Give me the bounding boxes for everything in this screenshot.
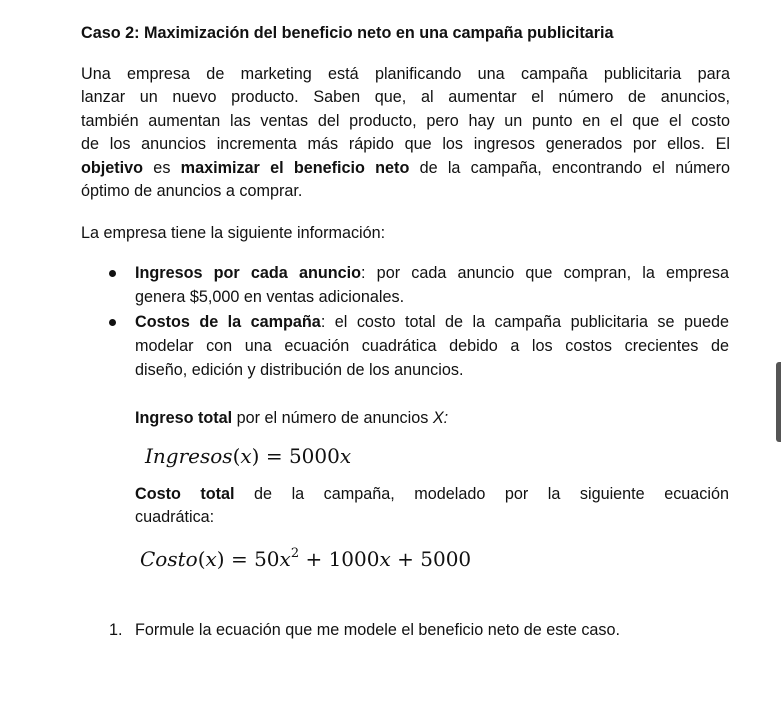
ingreso-total-bold: Ingreso total: [135, 409, 233, 427]
intro-line: de los anuncios incrementa más rápido que los ingresos generados por ellos. El: [81, 135, 730, 154]
eq-fn-name: Ingresos: [145, 444, 233, 468]
bullet-text: : el costo total de la campaña publicitaria se puede: [320, 313, 729, 331]
eq-coef: 5000: [288, 444, 340, 468]
eq-paren: ): [251, 444, 260, 468]
intro-line: Una empresa de marketing está planificando una campaña publicitaria para: [81, 65, 730, 83]
bullet-label: Costos de la campaña: [135, 313, 321, 331]
intro-text: de la campaña, encontrando el número: [409, 158, 731, 177]
bullet-text: modelar con una ecuación cuadrática debido a los costos crecientes de: [135, 337, 729, 355]
scrollbar-handle[interactable]: [776, 362, 781, 442]
eq-plus: +: [299, 547, 329, 571]
intro-text: es: [143, 158, 181, 177]
info-intro: La empresa tiene la siguiente información:: [81, 224, 386, 242]
intro-line: también aumentan las ventas del producto, pero hay un punto en el que el costo: [81, 111, 730, 130]
eq-var: x: [205, 547, 217, 571]
case-title: Caso 2: Maximización del beneficio neto en una campaña publicitaria: [81, 24, 614, 42]
equation-costo: [140, 546, 471, 571]
ingreso-total-var: X:: [432, 409, 449, 427]
eq-equals: =: [259, 444, 289, 468]
bullet-item-ingresos: [109, 261, 729, 309]
bullet-label: Ingresos por cada anuncio: [135, 264, 362, 282]
costo-total-bold: Costo total: [135, 485, 235, 503]
ingreso-total-label: [135, 407, 729, 430]
intro-line: óptimo de anuncios a comprar.: [81, 182, 303, 201]
eq-fn-name: Costo: [140, 547, 198, 571]
bullet-icon: [109, 270, 116, 277]
ingreso-total-text: por el número de anuncios: [232, 409, 433, 427]
bullet-icon: [109, 319, 116, 326]
bullet-text: : por cada anuncio que compran, la empresa: [361, 264, 729, 282]
question-text: Formule la ecuación que me modele el beneficio neto de este caso.: [135, 621, 621, 639]
info-bullet-list: [109, 261, 729, 383]
eq-equals: =: [224, 547, 255, 571]
bullet-item-costos: [109, 310, 729, 382]
eq-paren: (: [232, 444, 241, 468]
eq-var: x: [339, 444, 352, 468]
costo-total-text: de la campaña, modelado por la siguiente ecuación: [234, 485, 729, 503]
eq-paren: ): [216, 547, 225, 571]
equation-ingresos: [145, 444, 351, 468]
eq-constant: 5000: [420, 547, 472, 571]
eq-var: x: [379, 547, 391, 571]
maximize-bold: maximizar el beneficio neto: [180, 158, 410, 177]
bullet-text: genera $5,000 en ventas adicionales.: [135, 288, 405, 306]
objective-bold: objetivo: [81, 158, 144, 177]
intro-line: [81, 157, 730, 180]
eq-plus: +: [390, 547, 421, 571]
eq-var: x: [240, 444, 252, 468]
costo-total-text: cuadrática:: [135, 508, 215, 527]
question-item: [109, 619, 620, 642]
eq-coef: 50: [254, 547, 280, 571]
eq-coef: 1000: [328, 547, 380, 571]
intro-line: lanzar un nuevo producto. Saben que, al aumentar el número de anuncios,: [81, 88, 730, 107]
question-number: 1.: [109, 621, 123, 639]
eq-exponent: 2: [290, 546, 300, 561]
eq-paren: (: [197, 547, 206, 571]
eq-var: x: [279, 547, 291, 571]
costo-total-label: [135, 483, 729, 530]
bullet-text: diseño, edición y distribución de los anuncios.: [135, 361, 464, 379]
intro-paragraph: [81, 63, 730, 203]
